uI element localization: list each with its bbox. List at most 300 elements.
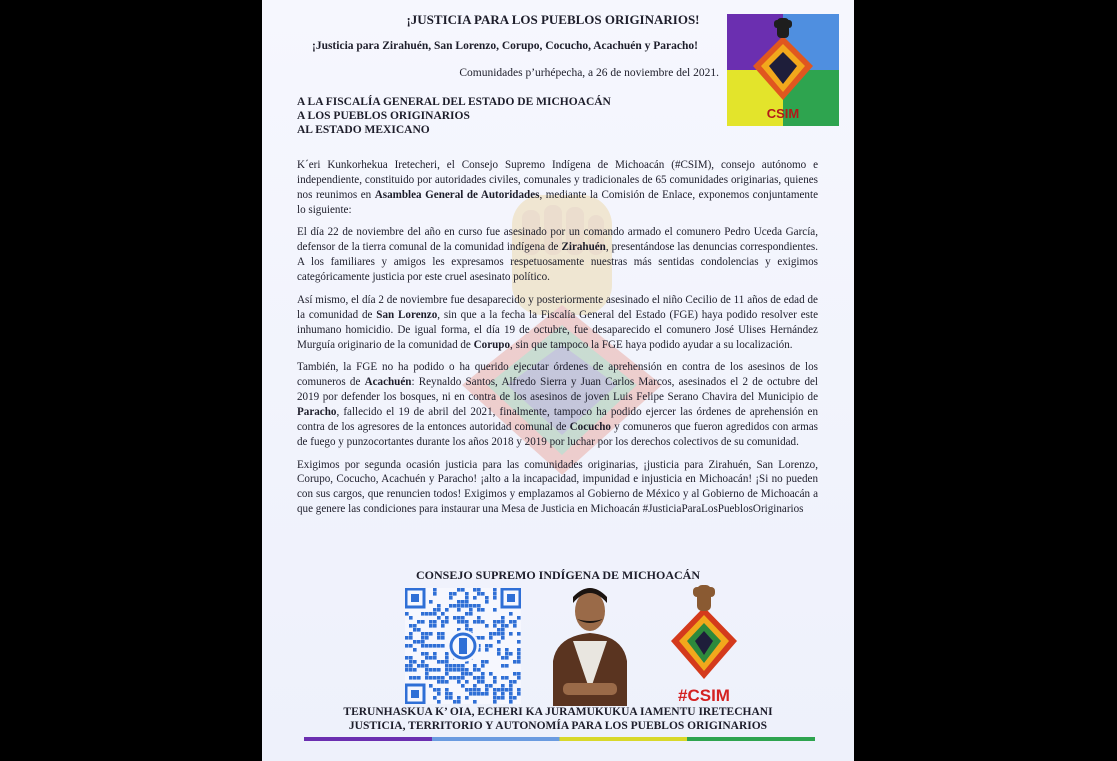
- qr-module: [457, 696, 461, 700]
- qr-module: [453, 604, 457, 608]
- qr-module: [517, 676, 521, 680]
- qr-module: [485, 596, 489, 600]
- qr-module: [465, 596, 469, 600]
- qr-module: [425, 636, 429, 640]
- qr-module: [489, 632, 493, 636]
- qr-module: [517, 652, 521, 656]
- qr-module: [441, 636, 445, 640]
- qr-module: [473, 664, 477, 668]
- qr-module: [441, 620, 445, 624]
- qr-module: [457, 608, 461, 612]
- qr-module: [477, 668, 481, 672]
- qr-module: [477, 616, 481, 620]
- qr-module: [441, 624, 445, 628]
- qr-module: [445, 668, 449, 672]
- qr-module: [485, 644, 489, 648]
- qr-module: [497, 648, 501, 652]
- addressee-line: A LOS PUEBLOS ORIGINARIOS: [297, 110, 470, 122]
- qr-module: [417, 640, 421, 644]
- qr-module: [421, 636, 425, 640]
- document-page: [262, 0, 854, 761]
- qr-module: [485, 692, 489, 696]
- qr-module: [421, 664, 425, 668]
- qr-module: [437, 644, 441, 648]
- qr-module: [477, 692, 481, 696]
- qr-module: [509, 680, 513, 684]
- qr-module: [417, 664, 421, 668]
- main-title: ¡JUSTICIA PARA LOS PUEBLOS ORIGINARIOS!: [406, 12, 700, 27]
- qr-module: [509, 612, 513, 616]
- qr-module: [445, 680, 449, 684]
- dateline: Comunidades p’urhépecha, a 26 de noviembre del 2021.: [459, 67, 719, 79]
- qr-module: [421, 612, 425, 616]
- qr-module: [445, 688, 449, 692]
- qr-module: [425, 652, 429, 656]
- qr-module: [437, 688, 441, 692]
- qr-module: [517, 672, 521, 676]
- qr-module: [501, 632, 505, 636]
- qr-module: [437, 680, 441, 684]
- qr-module: [509, 696, 513, 700]
- qr-module: [469, 604, 473, 608]
- qr-module: [437, 608, 441, 612]
- qr-module: [437, 632, 441, 636]
- qr-module: [469, 692, 473, 696]
- qr-module: [497, 620, 501, 624]
- qr-module: [501, 628, 505, 632]
- qr-module: [445, 672, 449, 676]
- qr-module: [473, 596, 477, 600]
- qr-module: [429, 632, 433, 636]
- qr-module: [405, 612, 409, 616]
- qr-module: [457, 588, 461, 592]
- qr-module: [445, 652, 449, 656]
- qr-module: [485, 684, 489, 688]
- qr-module: [457, 676, 461, 680]
- paragraph-4: También, la FGE no ha podido o ha querido ejecutar órdenes de aprehensión en contra de los asesinos de los comuneros de Acachuén: Reynaldo Santos, Alfredo Sierra y Juan Carlos Marcos, asesinados el 2 de octubre del 2019 por defender los bosques, ni en contra de los asesinos de joven Luis Felipe Serano Chavira del Municipio de Paracho, fallecido el 19 de abril del 2021, finalmente, tampoco ha podido ejercer las órdenes de aprehensión en contra de los agresores de la entonces autoridad comunal de Cocucho y comuneros que fueron agredidos con armas de fuego y punzocortantes durante los años 2018 y 2019 por luchar por los derechos colectivos de su comunidad.: [297, 361, 818, 448]
- qr-module: [489, 672, 493, 676]
- qr-module: [437, 692, 441, 696]
- qr-module: [465, 696, 469, 700]
- qr-module: [481, 676, 485, 680]
- qr-module: [493, 596, 497, 600]
- qr-module: [457, 668, 461, 672]
- qr-module: [501, 692, 505, 696]
- qr-module: [501, 624, 505, 628]
- qr-module: [433, 588, 437, 592]
- hashtag-csim: #CSIM: [678, 686, 730, 703]
- addressees: [297, 95, 611, 137]
- qr-module: [445, 656, 449, 660]
- qr-module: [425, 668, 429, 672]
- qr-module: [405, 656, 409, 660]
- qr-module: [473, 604, 477, 608]
- qr-module: [509, 620, 513, 624]
- qr-module: [409, 636, 413, 640]
- qr-module: [409, 656, 413, 660]
- qr-module: [437, 660, 441, 664]
- qr-module: [441, 660, 445, 664]
- qr-module: [409, 668, 413, 672]
- qr-module: [445, 696, 449, 700]
- qr-module: [501, 676, 505, 680]
- qr-module: [433, 688, 437, 692]
- qr-code[interactable]: [405, 588, 521, 704]
- qr-module: [425, 612, 429, 616]
- qr-module: [477, 592, 481, 596]
- qr-module: [473, 668, 477, 672]
- qr-module: [449, 692, 453, 696]
- qr-module: [473, 676, 477, 680]
- qr-module: [461, 668, 465, 672]
- qr-module: [441, 676, 445, 680]
- qr-module: [433, 668, 437, 672]
- qr-module: [433, 612, 437, 616]
- qr-module: [437, 668, 441, 672]
- qr-module: [457, 664, 461, 668]
- qr-module: [485, 600, 489, 604]
- qr-module: [461, 604, 465, 608]
- qr-module: [409, 632, 413, 636]
- qr-module: [513, 660, 517, 664]
- qr-module: [425, 656, 429, 660]
- qr-module: [405, 664, 409, 668]
- qr-module: [493, 696, 497, 700]
- qr-module: [477, 608, 481, 612]
- qr-module: [453, 700, 457, 704]
- qr-module: [501, 664, 505, 668]
- qr-module: [505, 664, 509, 668]
- qr-module: [429, 612, 433, 616]
- qr-module: [461, 588, 465, 592]
- qr-module: [413, 676, 417, 680]
- qr-module: [433, 592, 437, 596]
- qr-module: [457, 680, 461, 684]
- qr-module: [461, 672, 465, 676]
- qr-module: [509, 684, 513, 688]
- qr-module: [505, 688, 509, 692]
- qr-module: [481, 636, 485, 640]
- qr-module: [457, 700, 461, 704]
- subtitle: ¡Justicia para Zirahuén, San Lorenzo, Corupo, Cocucho, Acachuén y Paracho!: [311, 40, 698, 52]
- qr-module: [405, 636, 409, 640]
- qr-module: [505, 676, 509, 680]
- qr-module: [493, 632, 497, 636]
- qr-module: [465, 612, 469, 616]
- qr-module: [425, 672, 429, 676]
- qr-module: [421, 632, 425, 636]
- qr-module: [425, 632, 429, 636]
- qr-module: [453, 676, 457, 680]
- qr-module: [493, 620, 497, 624]
- qr-module: [429, 676, 433, 680]
- qr-module: [489, 684, 493, 688]
- qr-module: [493, 700, 497, 704]
- qr-module: [509, 692, 513, 696]
- qr-module: [437, 636, 441, 640]
- qr-module: [449, 664, 453, 668]
- qr-module: [493, 688, 497, 692]
- qr-module: [429, 624, 433, 628]
- qr-module: [417, 620, 421, 624]
- qr-module: [501, 688, 505, 692]
- qr-module: [433, 696, 437, 700]
- qr-module: [433, 656, 437, 660]
- qr-module: [497, 688, 501, 692]
- qr-module: [481, 620, 485, 624]
- qr-module: [445, 608, 449, 612]
- qr-module: [517, 692, 521, 696]
- qr-module: [517, 660, 521, 664]
- qr-module: [409, 624, 413, 628]
- qr-module: [497, 628, 501, 632]
- qr-module: [429, 684, 433, 688]
- qr-module: [517, 656, 521, 660]
- qr-module: [437, 616, 441, 620]
- qr-module: [477, 676, 481, 680]
- qr-module: [505, 656, 509, 660]
- qr-module: [469, 672, 473, 676]
- qr-module: [449, 668, 453, 672]
- paragraph-1: K´eri Kunkorhekua Iretecheri, el Consejo Supremo Indígena de Michoacán (#CSIM), consejo autónomo e independiente, constituido por autoridades civiles, comunales y tradicionales de 65 comunidades originarias, quienes nos reunimos en Asamblea General de Autoridades, mediante la Comisión de Enlace, exponemos conjuntamente lo siguiente:: [297, 159, 818, 216]
- qr-module: [417, 676, 421, 680]
- qr-module: [481, 680, 485, 684]
- qr-module: [461, 600, 465, 604]
- qr-module: [421, 620, 425, 624]
- qr-module: [453, 664, 457, 668]
- qr-module: [477, 588, 481, 592]
- qr-module: [413, 660, 417, 664]
- qr-module: [493, 680, 497, 684]
- qr-module: [465, 600, 469, 604]
- qr-module: [501, 656, 505, 660]
- paragraph-3: Así mismo, el día 2 de noviembre fue desaparecido y posteriormente asesinado el niño Cecilio de 11 años de edad de la comunidad de San Lorenzo, sin que a la fecha la Fiscalía General del Estado (FGE) haya podido resolver este inhumano homicidio. De igual forma, el día 19 de octubre, fue desaparecido el comunero José Ulises Hernández Murguía originario de la comunidad de Corupo, sin que tampoco la FGE haya podido ayudar a su localización.: [297, 293, 818, 351]
- qr-module: [461, 616, 465, 620]
- qr-module: [453, 616, 457, 620]
- qr-module: [437, 700, 441, 704]
- qr-module: [509, 688, 513, 692]
- qr-module: [441, 632, 445, 636]
- qr-module: [505, 652, 509, 656]
- qr-module: [433, 624, 437, 628]
- qr-module: [497, 640, 501, 644]
- qr-module: [449, 676, 453, 680]
- qr-module: [477, 636, 481, 640]
- qr-module: [485, 648, 489, 652]
- paragraph-2: El día 22 de noviembre del año en curso fue asesinado por un comando armado el comunero Pedro Uceda García, defensor de la tierra comunal de la comunidad indígena de Zirahuén, presentándose las denuncias correspondientes. A los familiares y amigos les expresamos respetuosamente nuestras más sentidas condolencias y exigimos categóricamente justicia por este cruel asesinato político.: [297, 226, 818, 284]
- qr-module: [457, 600, 461, 604]
- qr-module: [429, 600, 433, 604]
- qr-module: [421, 652, 425, 656]
- qr-module: [429, 620, 433, 624]
- qr-module: [409, 616, 413, 620]
- qr-module: [493, 624, 497, 628]
- qr-module: [417, 628, 421, 632]
- qr-module: [505, 648, 509, 652]
- qr-module: [413, 668, 417, 672]
- qr-module: [409, 664, 413, 668]
- qr-module: [425, 676, 429, 680]
- letter-body: [297, 158, 818, 525]
- qr-module: [445, 660, 449, 664]
- qr-module: [465, 680, 469, 684]
- qr-module: [517, 632, 521, 636]
- qr-module: [477, 688, 481, 692]
- qr-module: [497, 652, 501, 656]
- qr-module: [481, 660, 485, 664]
- qr-module: [461, 620, 465, 624]
- paragraph-5: Exigimos por segunda ocasión justicia para las comunidades originarias, ¡justicia para Zirahuén, San Lorenzo, Corupo, Cocucho, Acachuén y Paracho! ¡alto a la incapacidad, impunidad e injusticia en Michoacán! ¡Si no pueden con sus cargos, que renuncien todos! Exigimos y emplazamos al Gobierno de México y al Gobierno de Michoacán a que genere las condiciones para instaurar una Mesa de Justicia en Michoacán #JusticiaParaLosPueblosOriginarios: [297, 458, 818, 516]
- qr-module: [493, 588, 497, 592]
- qr-module: [481, 664, 485, 668]
- qr-module: [433, 608, 437, 612]
- qr-module: [493, 592, 497, 596]
- qr-module: [513, 680, 517, 684]
- qr-module: [505, 624, 509, 628]
- qr-module: [465, 624, 469, 628]
- qr-module: [493, 692, 497, 696]
- qr-module: [493, 608, 497, 612]
- qr-module: [413, 624, 417, 628]
- qr-module: [421, 640, 425, 644]
- qr-module: [445, 692, 449, 696]
- qr-module: [429, 668, 433, 672]
- zapata-portrait: [545, 581, 635, 706]
- qr-module: [481, 672, 485, 676]
- qr-module: [413, 648, 417, 652]
- qr-module: [481, 608, 485, 612]
- qr-module: [465, 688, 469, 692]
- qr-module: [473, 688, 477, 692]
- qr-module: [477, 680, 481, 684]
- qr-module: [409, 676, 413, 680]
- qr-module: [497, 696, 501, 700]
- qr-module: [489, 644, 493, 648]
- qr-module: [517, 688, 521, 692]
- csim-emblem: [665, 583, 743, 703]
- qr-module: [445, 620, 449, 624]
- qr-module: [465, 672, 469, 676]
- qr-module: [421, 660, 425, 664]
- qr-module: [429, 656, 433, 660]
- qr-module: [413, 640, 417, 644]
- qr-module: [477, 604, 481, 608]
- qr-module: [449, 604, 453, 608]
- qr-module: [469, 608, 473, 612]
- qr-module: [485, 660, 489, 664]
- qr-module: [457, 620, 461, 624]
- qr-module: [509, 700, 513, 704]
- qr-module: [441, 644, 445, 648]
- qr-module: [497, 632, 501, 636]
- qr-module: [501, 696, 505, 700]
- qr-module: [485, 688, 489, 692]
- qr-module: [433, 652, 437, 656]
- qr-module: [513, 672, 517, 676]
- qr-module: [429, 644, 433, 648]
- qr-module: [477, 620, 481, 624]
- qr-module: [421, 644, 425, 648]
- addressee-line: AL ESTADO MEXICANO: [297, 124, 430, 136]
- qr-module: [405, 668, 409, 672]
- qr-module: [425, 644, 429, 648]
- qr-module: [501, 620, 505, 624]
- qr-module: [413, 628, 417, 632]
- qr-module: [433, 676, 437, 680]
- qr-module: [473, 700, 477, 704]
- qr-module: [513, 620, 517, 624]
- qr-module: [461, 664, 465, 668]
- qr-module: [453, 592, 457, 596]
- qr-module: [465, 620, 469, 624]
- qr-module: [453, 668, 457, 672]
- qr-module: [441, 680, 445, 684]
- qr-module: [441, 612, 445, 616]
- qr-module: [425, 664, 429, 668]
- qr-module: [409, 660, 413, 664]
- qr-module: [449, 596, 453, 600]
- qr-module: [501, 636, 505, 640]
- qr-module: [513, 696, 517, 700]
- qr-module: [409, 644, 413, 648]
- qr-module: [449, 592, 453, 596]
- qr-module: [473, 620, 477, 624]
- qr-module: [509, 632, 513, 636]
- qr-module: [473, 684, 477, 688]
- qr-module: [457, 604, 461, 608]
- qr-module: [457, 616, 461, 620]
- rainbow-divider: [304, 737, 815, 741]
- qr-module: [461, 684, 465, 688]
- qr-module: [433, 620, 437, 624]
- qr-module: [489, 636, 493, 640]
- qr-module: [501, 616, 505, 620]
- qr-module: [445, 664, 449, 668]
- qr-module: [445, 616, 449, 620]
- logo-text: CSIM: [766, 106, 800, 121]
- qr-module: [517, 648, 521, 652]
- qr-module: [433, 644, 437, 648]
- qr-module: [501, 684, 505, 688]
- qr-module: [405, 644, 409, 648]
- qr-module: [465, 604, 469, 608]
- qr-module: [437, 676, 441, 680]
- qr-module: [481, 692, 485, 696]
- csim-logo: [727, 14, 839, 126]
- qr-module: [469, 628, 473, 632]
- qr-module: [461, 676, 465, 680]
- qr-module: [485, 624, 489, 628]
- qr-module: [473, 692, 477, 696]
- qr-module: [469, 688, 473, 692]
- qr-module: [465, 592, 469, 596]
- addressee-line: A LA FISCALÍA GENERAL DEL ESTADO DE MICHOACÁN: [297, 96, 611, 108]
- qr-module: [449, 696, 453, 700]
- qr-module: [509, 652, 513, 656]
- qr-module: [469, 612, 473, 616]
- qr-module: [513, 624, 517, 628]
- qr-module: [465, 668, 469, 672]
- slogan-purepecha: TERUNHASKUA K’ OIA, ECHERI KA JURAMUKUKUA IAMENTU IRETECHANI: [343, 706, 773, 718]
- qr-module: [517, 616, 521, 620]
- qr-module: [493, 676, 497, 680]
- qr-module: [481, 592, 485, 596]
- qr-module: [437, 604, 441, 608]
- council-name: CONSEJO SUPREMO INDÍGENA DE MICHOACÁN: [415, 568, 701, 582]
- slogan-spanish: JUSTICIA, TERRITORIO Y AUTONOMÍA PARA LOS PUEBLOS ORIGINARIOS: [348, 720, 768, 732]
- qr-module: [517, 640, 521, 644]
- qr-module: [473, 588, 477, 592]
